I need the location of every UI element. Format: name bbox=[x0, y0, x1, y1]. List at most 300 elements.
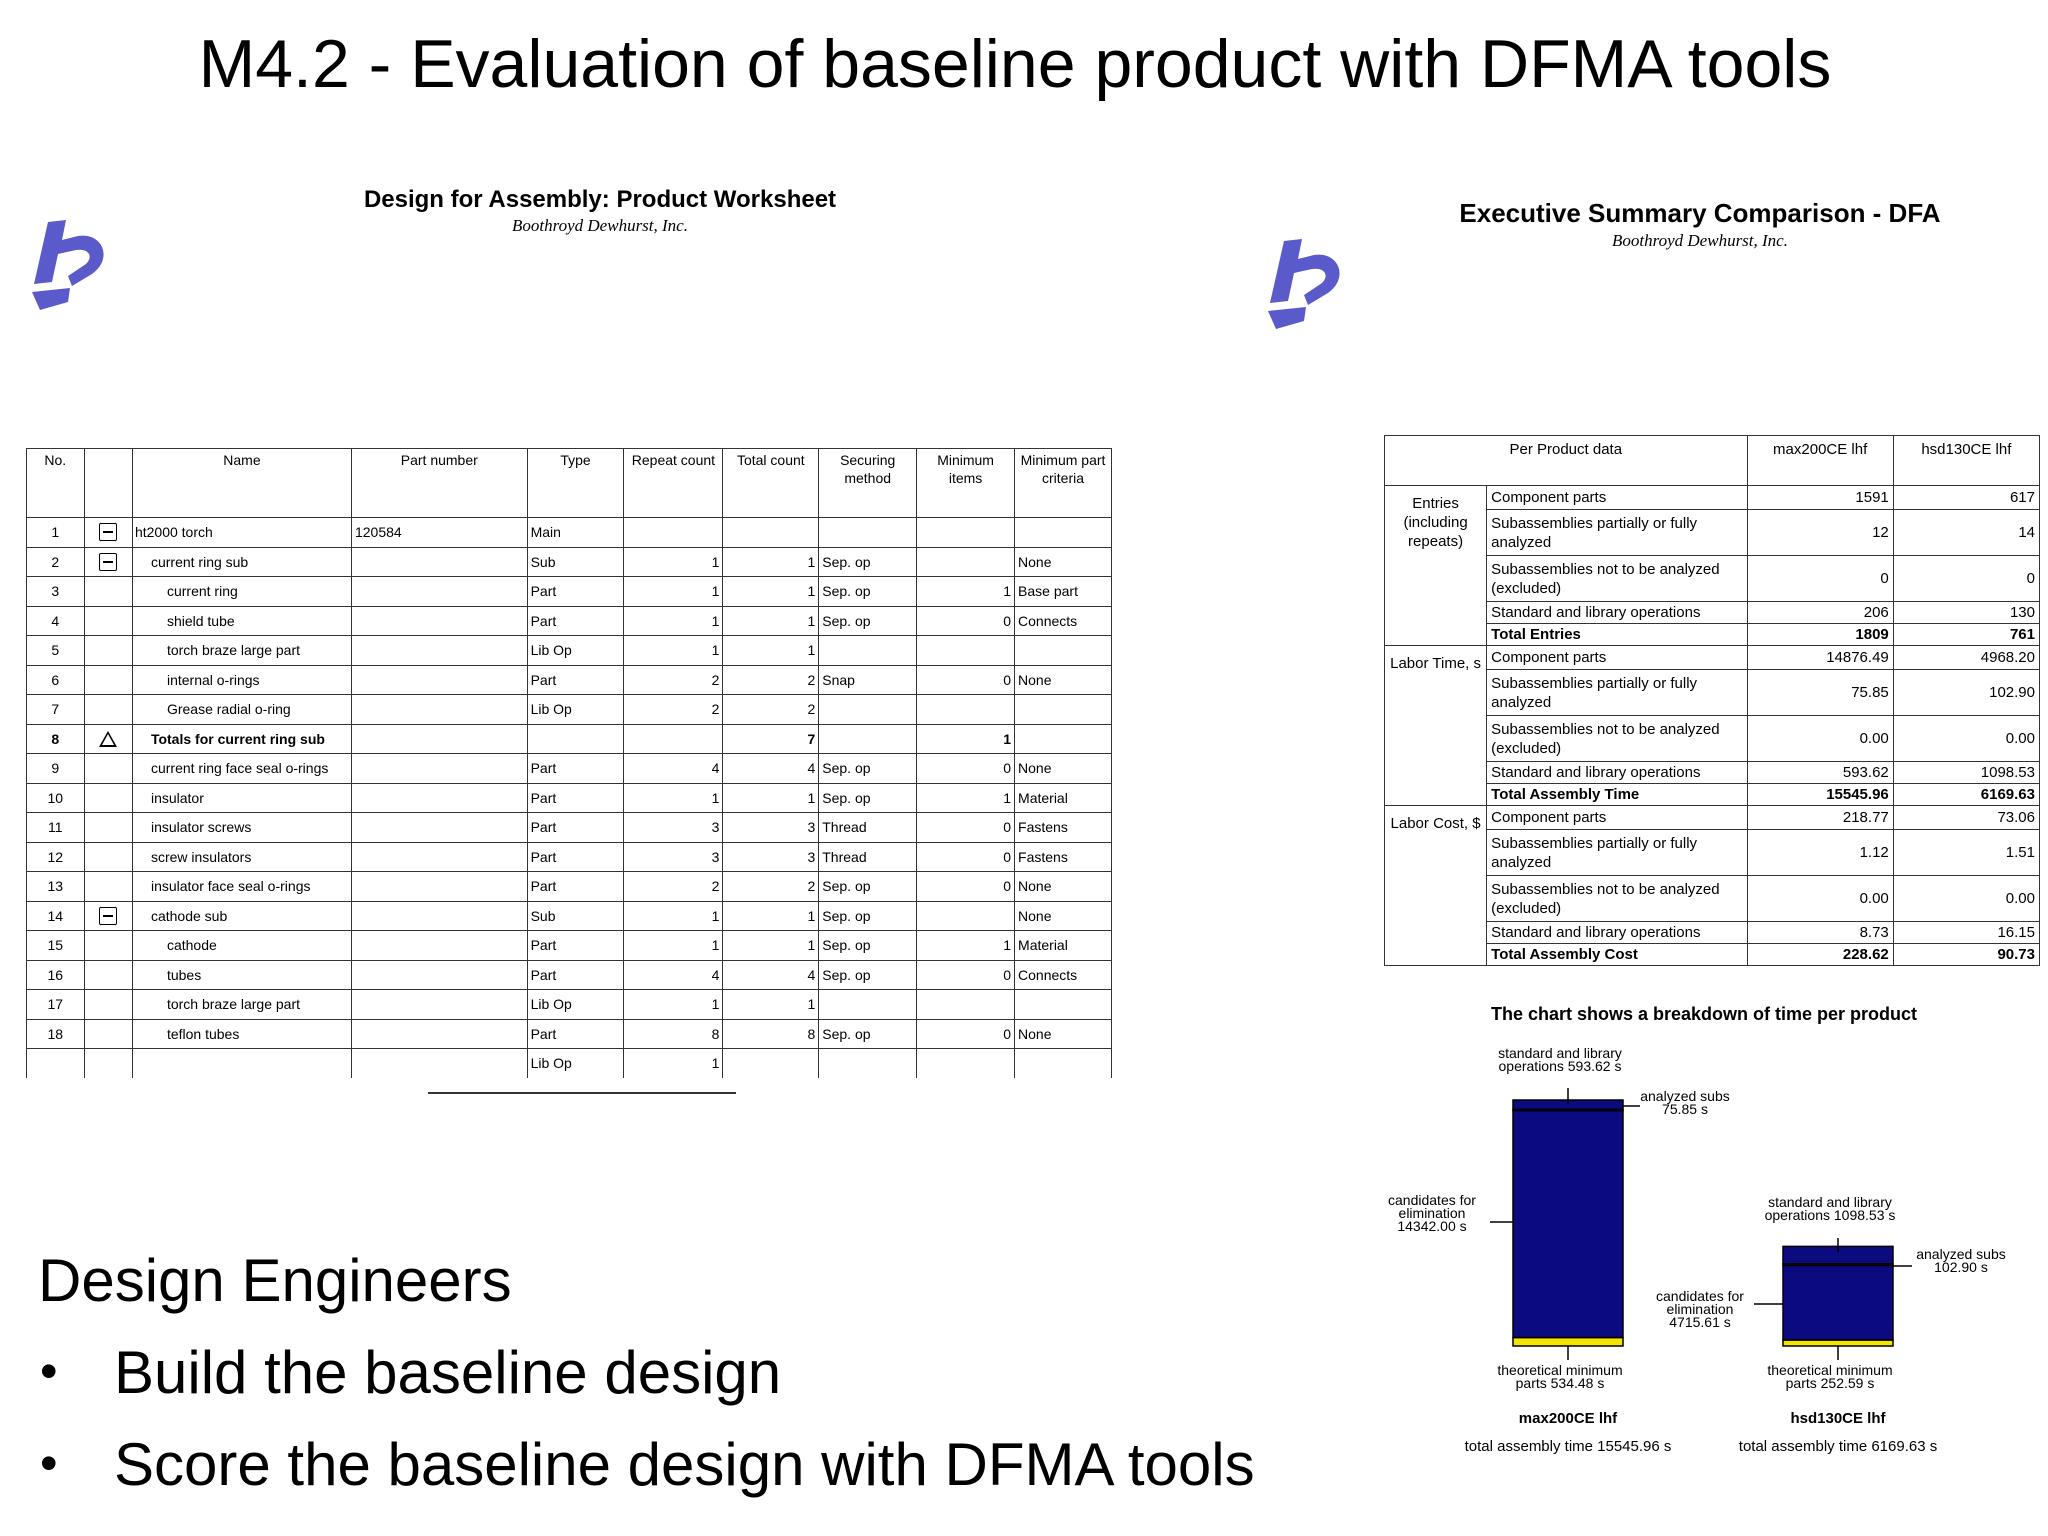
summary-group-label: Labor Cost, $ bbox=[1385, 806, 1487, 966]
ws-cell-type: Part bbox=[527, 606, 624, 636]
bar-std-segment bbox=[1513, 1100, 1623, 1109]
collapse-icon[interactable] bbox=[99, 523, 117, 541]
summary-cell-a: 228.62 bbox=[1747, 944, 1893, 966]
ws-cell-type: Part bbox=[527, 813, 624, 843]
ws-cell-part bbox=[351, 1049, 527, 1079]
summary-cell-a: 593.62 bbox=[1747, 762, 1893, 784]
ws-cell-repeat: 8 bbox=[624, 1019, 723, 1049]
summary-cell-b: 617 bbox=[1893, 486, 2039, 510]
bar-std-segment bbox=[1783, 1246, 1893, 1263]
ws-cell-no: 14 bbox=[27, 901, 85, 931]
ws-cell-part bbox=[351, 990, 527, 1020]
ws-cell-repeat: 1 bbox=[624, 990, 723, 1020]
table-row bbox=[27, 901, 1112, 931]
summary-cell-a: 8.73 bbox=[1747, 922, 1893, 944]
ws-cell-repeat: 1 bbox=[624, 783, 723, 813]
ws-cell-min bbox=[917, 518, 1015, 548]
table-row bbox=[27, 606, 1112, 636]
ws-cell-crit: Fastens bbox=[1015, 842, 1112, 872]
chart-category-label: max200CE lhf bbox=[1518, 1410, 1618, 1427]
ws-cell-min: 0 bbox=[917, 665, 1015, 695]
summary-cell-b: 0.00 bbox=[1893, 716, 2039, 762]
summary-cell-a: 14876.49 bbox=[1747, 646, 1893, 670]
bar-subs-segment bbox=[1783, 1264, 1893, 1266]
ws-cell-total: 4 bbox=[723, 754, 819, 784]
ws-cell-repeat bbox=[624, 518, 723, 548]
ws-cell-secure: Sep. op bbox=[819, 1019, 917, 1049]
row-icon-cell bbox=[84, 547, 132, 577]
ws-cell-repeat: 1 bbox=[624, 901, 723, 931]
table-row bbox=[27, 724, 1112, 754]
table-row bbox=[27, 547, 1112, 577]
ws-cell-total: 1 bbox=[723, 606, 819, 636]
row-icon-cell bbox=[84, 931, 132, 961]
ws-cell-secure: Thread bbox=[819, 842, 917, 872]
ws-cell-min: 0 bbox=[917, 960, 1015, 990]
summary-cell-a: 1.12 bbox=[1747, 830, 1893, 876]
ws-cell-name: insulator bbox=[132, 783, 351, 813]
ws-cell-type: Part bbox=[527, 931, 624, 961]
ws-cell-secure bbox=[819, 1049, 917, 1079]
ws-cell-secure bbox=[819, 724, 917, 754]
summary-cell-label: Total Entries bbox=[1487, 624, 1747, 646]
summary-cell-label: Subassemblies not to be analyzed (excluded) bbox=[1487, 716, 1747, 762]
chart-label-b_subs bbox=[1851, 1248, 2048, 1274]
summary-cell-a: 0.00 bbox=[1747, 716, 1893, 762]
row-icon-cell bbox=[84, 636, 132, 666]
row-icon-cell bbox=[84, 665, 132, 695]
chart-category-label: hsd130CE lhf bbox=[1790, 1410, 1886, 1427]
chart-label-line: standard and library bbox=[1498, 1045, 1622, 1061]
ws-cell-part bbox=[351, 695, 527, 725]
chart-label-line: candidates for bbox=[1388, 1192, 1476, 1208]
product-worksheet-table bbox=[26, 448, 1112, 1079]
ws-cell-secure: Thread bbox=[819, 813, 917, 843]
collapse-icon[interactable] bbox=[99, 907, 117, 925]
ws-cell-repeat: 1 bbox=[624, 636, 723, 666]
chart-title: The chart shows a breakdown of time per product bbox=[1490, 1004, 1918, 1024]
ws-cell-secure: Sep. op bbox=[819, 547, 917, 577]
summary-title: Executive Summary Comparison - DFA bbox=[1459, 198, 1941, 228]
chart-label-line: elimination bbox=[1398, 1205, 1466, 1221]
ws-cell-secure: Sep. op bbox=[819, 606, 917, 636]
design-engineers-heading: Design Engineers bbox=[38, 1247, 512, 1314]
ws-col-header: Repeat count bbox=[624, 449, 723, 518]
chart-label-line: 75.85 s bbox=[1662, 1101, 1708, 1117]
boothroyd-dewhurst-logo-right bbox=[1264, 234, 1348, 336]
ws-cell-total bbox=[723, 518, 819, 548]
ws-cell-type: Lib Op bbox=[527, 990, 624, 1020]
ws-cell-total: 3 bbox=[723, 813, 819, 843]
ws-cell-part bbox=[351, 842, 527, 872]
ws-cell-name: cathode sub bbox=[132, 901, 351, 931]
ws-cell-no: 11 bbox=[27, 813, 85, 843]
chart-label-a_subs bbox=[1575, 1090, 1795, 1116]
ws-cell-min: 0 bbox=[917, 606, 1015, 636]
row-icon-cell bbox=[84, 1019, 132, 1049]
row-icon-cell bbox=[84, 813, 132, 843]
ws-cell-name: torch braze large part bbox=[132, 990, 351, 1020]
ws-cell-name bbox=[132, 1049, 351, 1079]
ws-cell-no: 1 bbox=[27, 518, 85, 548]
ws-cell-part bbox=[351, 1019, 527, 1049]
bar-subs-segment bbox=[1513, 1109, 1623, 1110]
ws-col-header: Securing method bbox=[819, 449, 917, 518]
ws-cell-name: teflon tubes bbox=[132, 1019, 351, 1049]
summary-cell-b: 14 bbox=[1893, 510, 2039, 556]
ws-col-header: Minimum items bbox=[917, 449, 1015, 518]
row-icon-cell bbox=[84, 783, 132, 813]
table-row bbox=[27, 960, 1112, 990]
ws-cell-total: 7 bbox=[723, 724, 819, 754]
ws-cell-part bbox=[351, 783, 527, 813]
chart-label-a_min bbox=[1450, 1364, 1670, 1390]
table-row bbox=[27, 783, 1112, 813]
summary-cell-label: Subassemblies not to be analyzed (excluded) bbox=[1487, 876, 1747, 922]
chart-label-line: parts 252.59 s bbox=[1785, 1375, 1875, 1391]
ws-cell-crit bbox=[1015, 1049, 1112, 1079]
ws-cell-no: 13 bbox=[27, 872, 85, 902]
summary-cell-label: Component parts bbox=[1487, 486, 1747, 510]
ws-cell-name: current ring face seal o-rings bbox=[132, 754, 351, 784]
ws-cell-secure: Sep. op bbox=[819, 960, 917, 990]
ws-cell-no: 18 bbox=[27, 1019, 85, 1049]
summary-cell-a: 0.00 bbox=[1747, 876, 1893, 922]
bar-candidates-segment bbox=[1513, 1111, 1623, 1338]
chart-label-b_cand bbox=[1590, 1290, 1810, 1329]
ws-cell-no: 17 bbox=[27, 990, 85, 1020]
bullet-marker-1: • bbox=[40, 1343, 58, 1399]
ws-cell-total: 1 bbox=[723, 636, 819, 666]
totals-triangle-icon bbox=[99, 731, 117, 747]
ws-cell-part bbox=[351, 665, 527, 695]
table-row bbox=[27, 636, 1112, 666]
chart-label-line: candidates for bbox=[1656, 1288, 1744, 1304]
ws-cell-min: 0 bbox=[917, 813, 1015, 843]
chart-label-line: theoretical minimum bbox=[1497, 1362, 1623, 1378]
chart-label-line: 4715.61 s bbox=[1669, 1314, 1731, 1330]
summary-cell-label: Subassemblies partially or fully analyzed bbox=[1487, 830, 1747, 876]
summary-cell-label: Standard and library operations bbox=[1487, 762, 1747, 784]
bullet-1: Build the baseline design bbox=[114, 1339, 782, 1406]
chart-label-line: theoretical minimum bbox=[1767, 1362, 1893, 1378]
row-icon-cell bbox=[84, 1049, 132, 1079]
summary-cell-b: 761 bbox=[1893, 624, 2039, 646]
ws-cell-secure bbox=[819, 990, 917, 1020]
summary-cell-b: 102.90 bbox=[1893, 670, 2039, 716]
ws-cell-min: 0 bbox=[917, 1019, 1015, 1049]
ws-cell-type: Sub bbox=[527, 547, 624, 577]
ws-cell-min bbox=[917, 547, 1015, 577]
ws-cell-part bbox=[351, 754, 527, 784]
ws-cell-repeat: 1 bbox=[624, 1049, 723, 1079]
ws-cell-repeat bbox=[624, 724, 723, 754]
table-row bbox=[27, 754, 1112, 784]
chart-label-line: operations 1098.53 s bbox=[1764, 1207, 1896, 1223]
bar-min-segment bbox=[1783, 1340, 1893, 1346]
ws-cell-type: Part bbox=[527, 842, 624, 872]
ws-cell-name: cathode bbox=[132, 931, 351, 961]
ws-cell-total: 1 bbox=[723, 901, 819, 931]
collapse-icon[interactable] bbox=[99, 553, 117, 571]
table-row bbox=[27, 813, 1112, 843]
ws-cell-part bbox=[351, 901, 527, 931]
ws-cell-secure: Sep. op bbox=[819, 577, 917, 607]
ws-cell-total: 2 bbox=[723, 665, 819, 695]
ws-cell-part bbox=[351, 960, 527, 990]
ws-cell-min bbox=[917, 695, 1015, 725]
worksheet-subtitle: Boothroyd Dewhurst, Inc. bbox=[512, 216, 688, 235]
ws-cell-type: Part bbox=[527, 1019, 624, 1049]
ws-cell-min: 0 bbox=[917, 842, 1015, 872]
ws-cell-min bbox=[917, 901, 1015, 931]
ws-cell-secure: Sep. op bbox=[819, 931, 917, 961]
ws-cell-no: 6 bbox=[27, 665, 85, 695]
ws-cell-min bbox=[917, 636, 1015, 666]
ws-cell-no: 9 bbox=[27, 754, 85, 784]
worksheet-cutoff bbox=[26, 1078, 1116, 1118]
ws-col-header: Part number bbox=[351, 449, 527, 518]
ws-cell-min: 0 bbox=[917, 754, 1015, 784]
ws-cell-name: ht2000 torch bbox=[132, 518, 351, 548]
slide-title: M4.2 - Evaluation of baseline product with DFMA tools bbox=[198, 26, 1832, 102]
ws-cell-part bbox=[351, 813, 527, 843]
table-row bbox=[27, 872, 1112, 902]
ws-cell-type: Main bbox=[527, 518, 624, 548]
ws-cell-type: Part bbox=[527, 872, 624, 902]
ws-cell-part bbox=[351, 931, 527, 961]
worksheet-bottom-rule bbox=[428, 1092, 736, 1094]
table-row bbox=[27, 665, 1112, 695]
table-row bbox=[27, 1049, 1112, 1079]
summary-header-label: Per Product data bbox=[1385, 436, 1748, 486]
table-row bbox=[27, 577, 1112, 607]
chart-label-b_std bbox=[1720, 1196, 1940, 1222]
ws-cell-crit bbox=[1015, 724, 1112, 754]
ws-cell-total: 3 bbox=[723, 842, 819, 872]
row-icon-cell bbox=[84, 518, 132, 548]
summary-cell-b: 1098.53 bbox=[1893, 762, 2039, 784]
chart-label-line: operations 593.62 s bbox=[1498, 1058, 1622, 1074]
chart-label-line: analyzed subs bbox=[1640, 1088, 1730, 1104]
ws-cell-type: Lib Op bbox=[527, 1049, 624, 1079]
ws-cell-min bbox=[917, 990, 1015, 1020]
row-icon-cell bbox=[84, 695, 132, 725]
ws-cell-repeat: 1 bbox=[624, 577, 723, 607]
summary-cell-a: 12 bbox=[1747, 510, 1893, 556]
ws-cell-crit: Connects bbox=[1015, 606, 1112, 636]
ws-cell-name: shield tube bbox=[132, 606, 351, 636]
ws-cell-min: 1 bbox=[917, 783, 1015, 813]
ws-cell-min: 1 bbox=[917, 577, 1015, 607]
ws-cell-repeat: 2 bbox=[624, 665, 723, 695]
ws-cell-type: Part bbox=[527, 665, 624, 695]
ws-cell-no: 8 bbox=[27, 724, 85, 754]
bar-min-segment bbox=[1513, 1338, 1623, 1346]
summary-cell-label: Component parts bbox=[1487, 646, 1747, 670]
summary-cell-label: Total Assembly Cost bbox=[1487, 944, 1747, 966]
ws-cell-name: Totals for current ring sub bbox=[132, 724, 351, 754]
ws-cell-total: 8 bbox=[723, 1019, 819, 1049]
ws-cell-repeat: 3 bbox=[624, 842, 723, 872]
ws-cell-no: 3 bbox=[27, 577, 85, 607]
row-icon-cell bbox=[84, 901, 132, 931]
ws-cell-secure: Sep. op bbox=[819, 872, 917, 902]
summary-group-label: Labor Time, s bbox=[1385, 646, 1487, 806]
ws-cell-type: Part bbox=[527, 754, 624, 784]
ws-cell-repeat: 2 bbox=[624, 872, 723, 902]
ws-cell-repeat: 1 bbox=[624, 547, 723, 577]
row-icon-cell bbox=[84, 842, 132, 872]
summary-cell-label: Subassemblies partially or fully analyzed bbox=[1487, 510, 1747, 556]
chart-label-a_cand bbox=[1322, 1194, 1542, 1233]
ws-cell-crit: Fastens bbox=[1015, 813, 1112, 843]
summary-row bbox=[1385, 806, 2040, 830]
chart-total-label: total assembly time 6169.63 s bbox=[1738, 1438, 1938, 1455]
table-row bbox=[27, 842, 1112, 872]
ws-cell-no: 15 bbox=[27, 931, 85, 961]
ws-col-header: Name bbox=[132, 449, 351, 518]
chart-label-line: elimination bbox=[1666, 1301, 1734, 1317]
summary-cell-b: 6169.63 bbox=[1893, 784, 2039, 806]
ws-cell-crit: Connects bbox=[1015, 960, 1112, 990]
summary-cell-label: Standard and library operations bbox=[1487, 922, 1747, 944]
table-row bbox=[27, 518, 1112, 548]
ws-cell-secure bbox=[819, 636, 917, 666]
row-icon-cell bbox=[84, 577, 132, 607]
ws-cell-type bbox=[527, 724, 624, 754]
ws-cell-secure: Sep. op bbox=[819, 783, 917, 813]
summary-cell-a: 75.85 bbox=[1747, 670, 1893, 716]
summary-cell-b: 0.00 bbox=[1893, 876, 2039, 922]
row-icon-cell bbox=[84, 754, 132, 784]
summary-cell-b: 16.15 bbox=[1893, 922, 2039, 944]
chart-label-line: analyzed subs bbox=[1916, 1246, 2006, 1262]
ws-cell-no: 10 bbox=[27, 783, 85, 813]
chart-label-a_std bbox=[1450, 1047, 1670, 1073]
ws-cell-crit: None bbox=[1015, 1019, 1112, 1049]
ws-cell-repeat: 4 bbox=[624, 960, 723, 990]
summary-group-label: Entries (including repeats) bbox=[1385, 486, 1487, 646]
ws-cell-type: Lib Op bbox=[527, 695, 624, 725]
ws-cell-no: 2 bbox=[27, 547, 85, 577]
summary-cell-b: 73.06 bbox=[1893, 806, 2039, 830]
table-row bbox=[27, 931, 1112, 961]
ws-cell-crit: None bbox=[1015, 872, 1112, 902]
ws-cell-crit: Material bbox=[1015, 783, 1112, 813]
ws-cell-name: internal o-rings bbox=[132, 665, 351, 695]
summary-cell-label: Standard and library operations bbox=[1487, 602, 1747, 624]
summary-cell-a: 0 bbox=[1747, 556, 1893, 602]
ws-cell-name: current ring sub bbox=[132, 547, 351, 577]
ws-cell-no bbox=[27, 1049, 85, 1079]
ws-cell-type: Part bbox=[527, 783, 624, 813]
summary-cell-b: 4968.20 bbox=[1893, 646, 2039, 670]
summary-header-b: hsd130CE lhf bbox=[1893, 436, 2039, 486]
summary-subtitle: Boothroyd Dewhurst, Inc. bbox=[1612, 231, 1788, 250]
summary-cell-b: 1.51 bbox=[1893, 830, 2039, 876]
summary-cell-a: 206 bbox=[1747, 602, 1893, 624]
executive-summary-table bbox=[1384, 435, 2040, 966]
ws-cell-no: 16 bbox=[27, 960, 85, 990]
ws-cell-total: 2 bbox=[723, 695, 819, 725]
chart-label-line: 102.90 s bbox=[1934, 1259, 1988, 1275]
ws-cell-crit: None bbox=[1015, 547, 1112, 577]
ws-cell-name: screw insulators bbox=[132, 842, 351, 872]
bar-candidates-segment bbox=[1783, 1265, 1893, 1340]
ws-cell-name: tubes bbox=[132, 960, 351, 990]
table-row bbox=[27, 990, 1112, 1020]
ws-cell-total: 2 bbox=[723, 872, 819, 902]
ws-cell-no: 4 bbox=[27, 606, 85, 636]
ws-col-header bbox=[84, 449, 132, 518]
boothroyd-dewhurst-logo bbox=[28, 218, 112, 314]
ws-cell-crit bbox=[1015, 990, 1112, 1020]
ws-cell-type: Part bbox=[527, 960, 624, 990]
summary-cell-a: 218.77 bbox=[1747, 806, 1893, 830]
chart-label-line: parts 534.48 s bbox=[1515, 1375, 1605, 1391]
ws-cell-total: 1 bbox=[723, 547, 819, 577]
summary-cell-a: 1809 bbox=[1747, 624, 1893, 646]
summary-row bbox=[1385, 486, 2040, 510]
ws-cell-repeat: 2 bbox=[624, 695, 723, 725]
ws-cell-total bbox=[723, 1049, 819, 1079]
ws-cell-secure: Snap bbox=[819, 665, 917, 695]
ws-cell-crit: None bbox=[1015, 901, 1112, 931]
ws-cell-secure bbox=[819, 695, 917, 725]
bullet-marker-2: • bbox=[40, 1435, 58, 1491]
ws-cell-crit bbox=[1015, 636, 1112, 666]
ws-cell-name: insulator face seal o-rings bbox=[132, 872, 351, 902]
ws-col-header: No. bbox=[27, 449, 85, 518]
summary-cell-label: Component parts bbox=[1487, 806, 1747, 830]
ws-cell-name: Grease radial o-ring bbox=[132, 695, 351, 725]
ws-cell-total: 1 bbox=[723, 931, 819, 961]
ws-cell-min: 0 bbox=[917, 872, 1015, 902]
summary-cell-b: 90.73 bbox=[1893, 944, 2039, 966]
ws-cell-part bbox=[351, 724, 527, 754]
ws-col-header: Minimum part criteria bbox=[1015, 449, 1112, 518]
summary-cell-b: 0 bbox=[1893, 556, 2039, 602]
row-icon-cell bbox=[84, 872, 132, 902]
table-row bbox=[27, 1019, 1112, 1049]
summary-cell-label: Subassemblies not to be analyzed (excluded) bbox=[1487, 556, 1747, 602]
ws-cell-total: 1 bbox=[723, 990, 819, 1020]
row-icon-cell bbox=[84, 724, 132, 754]
ws-cell-no: 12 bbox=[27, 842, 85, 872]
ws-cell-crit: Base part bbox=[1015, 577, 1112, 607]
ws-cell-crit bbox=[1015, 695, 1112, 725]
ws-cell-crit bbox=[1015, 518, 1112, 548]
ws-cell-no: 5 bbox=[27, 636, 85, 666]
ws-cell-repeat: 3 bbox=[624, 813, 723, 843]
ws-cell-min bbox=[917, 1049, 1015, 1079]
ws-cell-part: 120584 bbox=[351, 518, 527, 548]
summary-cell-b: 130 bbox=[1893, 602, 2039, 624]
ws-col-header: Total count bbox=[723, 449, 819, 518]
ws-cell-part bbox=[351, 872, 527, 902]
chart-label-b_min bbox=[1720, 1364, 1940, 1390]
summary-cell-a: 15545.96 bbox=[1747, 784, 1893, 806]
ws-cell-repeat: 1 bbox=[624, 606, 723, 636]
ws-cell-secure bbox=[819, 518, 917, 548]
ws-cell-secure: Sep. op bbox=[819, 901, 917, 931]
ws-cell-crit: None bbox=[1015, 665, 1112, 695]
ws-cell-part bbox=[351, 577, 527, 607]
ws-cell-secure: Sep. op bbox=[819, 754, 917, 784]
ws-cell-part bbox=[351, 636, 527, 666]
worksheet-title: Design for Assembly: Product Worksheet bbox=[363, 186, 837, 213]
